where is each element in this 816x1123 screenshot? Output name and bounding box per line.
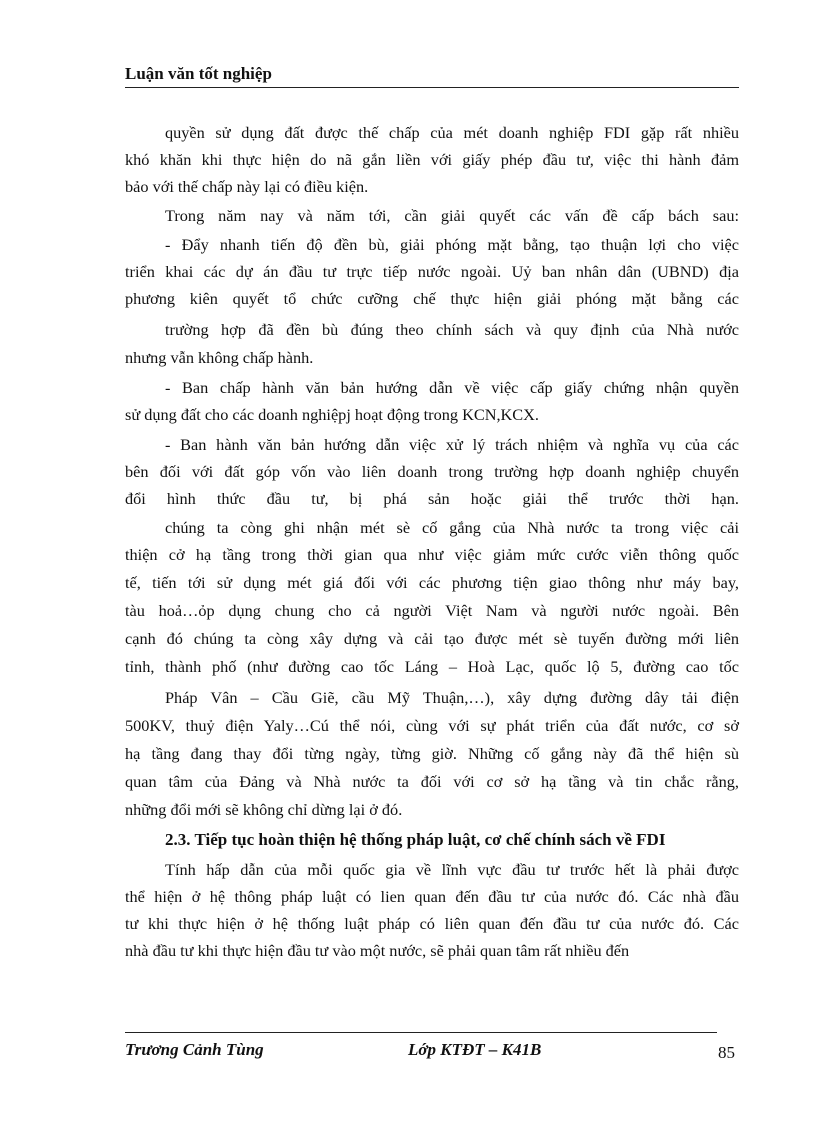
text-line: tư khi thực hiện ở hệ thống luật pháp có liên quan đến đầu tư của nước đó. Các	[125, 914, 739, 933]
page-number: 85	[718, 1043, 735, 1062]
header-title: Luận văn tốt nghiệp	[125, 64, 272, 83]
header-divider	[125, 87, 739, 88]
section-heading: 2.3. Tiếp tục hoàn thiện hệ thống pháp luật, cơ chế chính sách về FDI	[165, 830, 666, 849]
text-line: nhà đầu tư khi thực hiện đầu tư vào một nước, sẽ phải quan tâm rất nhiều đến	[125, 941, 630, 960]
text-line: trường hợp đã đền bù đúng theo chính sách và quy định của Nhà nước	[165, 320, 739, 339]
text-line: những đổi mới sẽ không chỉ dừng lại ở đó.	[125, 800, 403, 819]
text-line: Pháp Vân – Cầu Giẽ, cầu Mỹ Thuận,…), xây dựng đường dây tải điện	[165, 688, 739, 707]
text-line: Tính hấp dẫn của mỗi quốc gia về lĩnh vực đầu tư trước hết là phải được	[165, 860, 739, 879]
text-line: hạ tầng đang thay đổi từng ngày, từng giờ. Những cố gắng này đã thể hiện sù	[125, 744, 739, 763]
footer-class: Lớp KTĐT – K41B	[408, 1040, 542, 1059]
footer-author: Trương Cảnh Tùng	[125, 1040, 264, 1059]
text-line: triển khai các dự án đầu tư trực tiếp nước ngoài. Uỷ ban nhân dân (UBND) địa	[125, 262, 739, 281]
text-line: nhưng vẫn không chấp hành.	[125, 348, 314, 367]
text-line: phương kiên quyết tổ chức cưỡng chế thực hiện giải phóng mặt bằng các	[125, 289, 739, 308]
text-line: - Ban hành văn bản hướng dẫn việc xử lý trách nhiệm và nghĩa vụ của các	[165, 435, 739, 454]
text-line: quan tâm của Đảng và Nhà nước ta đối với cơ sở hạ tầng và tin chắc rằng,	[125, 772, 739, 791]
text-line: sử dụng đất cho các doanh nghiệpj hoạt động trong KCN,KCX.	[125, 405, 539, 424]
text-line: chúng ta còng ghi nhận mét sè cố gắng của Nhà nước ta trong việc cải	[165, 518, 739, 537]
text-line: tàu hoả…ỏp dụng chung cho cả người Việt Nam và người nước ngoài. Bên	[125, 601, 739, 620]
text-line: quyền sử dụng đất được thế chấp của mét doanh nghiệp FDI gặp rất nhiều	[165, 123, 739, 142]
text-line: 500KV, thuỷ điện Yaly…Cú thể nói, cùng với sự phát triển của đất nước, cơ sở	[125, 716, 739, 735]
text-line: thể hiện ở hệ thông pháp luật có lien quan đến đầu tư của nước đó. Các nhà đầu	[125, 887, 739, 906]
text-line: cạnh đó chúng ta còng xây dựng và cải tạo được mét sè tuyến đường mới liên	[125, 629, 739, 648]
text-line: tỉnh, thành phố (như đường cao tốc Láng – Hoà Lạc, quốc lộ 5, đường cao tốc	[125, 657, 739, 676]
text-line: khó khăn khi thực hiện do nã gắn liền với giấy phép đầu tư, việc thi hành đảm	[125, 150, 739, 169]
text-line: thiện cở hạ tầng trong thời gian qua như việc giảm mức cước viễn thông quốc	[125, 545, 739, 564]
text-line: tế, tiến tới sử dụng mét giá đối với các phương tiện giao thông như máy bay,	[125, 573, 739, 592]
text-line: Trong năm nay và năm tới, cần giải quyết các vấn đề cấp bách sau:	[165, 206, 739, 225]
footer-divider	[125, 1032, 717, 1033]
text-line: bên đối với đất góp vốn vào liên doanh trong trường hợp doanh nghiệp chuyển	[125, 462, 739, 481]
text-line: đổi hình thức đầu tư, bị phá sản hoặc giải thể trước thời hạn.	[125, 489, 739, 508]
text-line: bảo với thế chấp này lại có điều kiện.	[125, 177, 369, 196]
text-line: - Ban chấp hành văn bản hướng dẫn về việc cấp giấy chứng nhận quyền	[165, 378, 739, 397]
text-line: - Đẩy nhanh tiến độ đền bù, giải phóng mặt bằng, tạo thuận lợi cho việc	[165, 235, 739, 254]
